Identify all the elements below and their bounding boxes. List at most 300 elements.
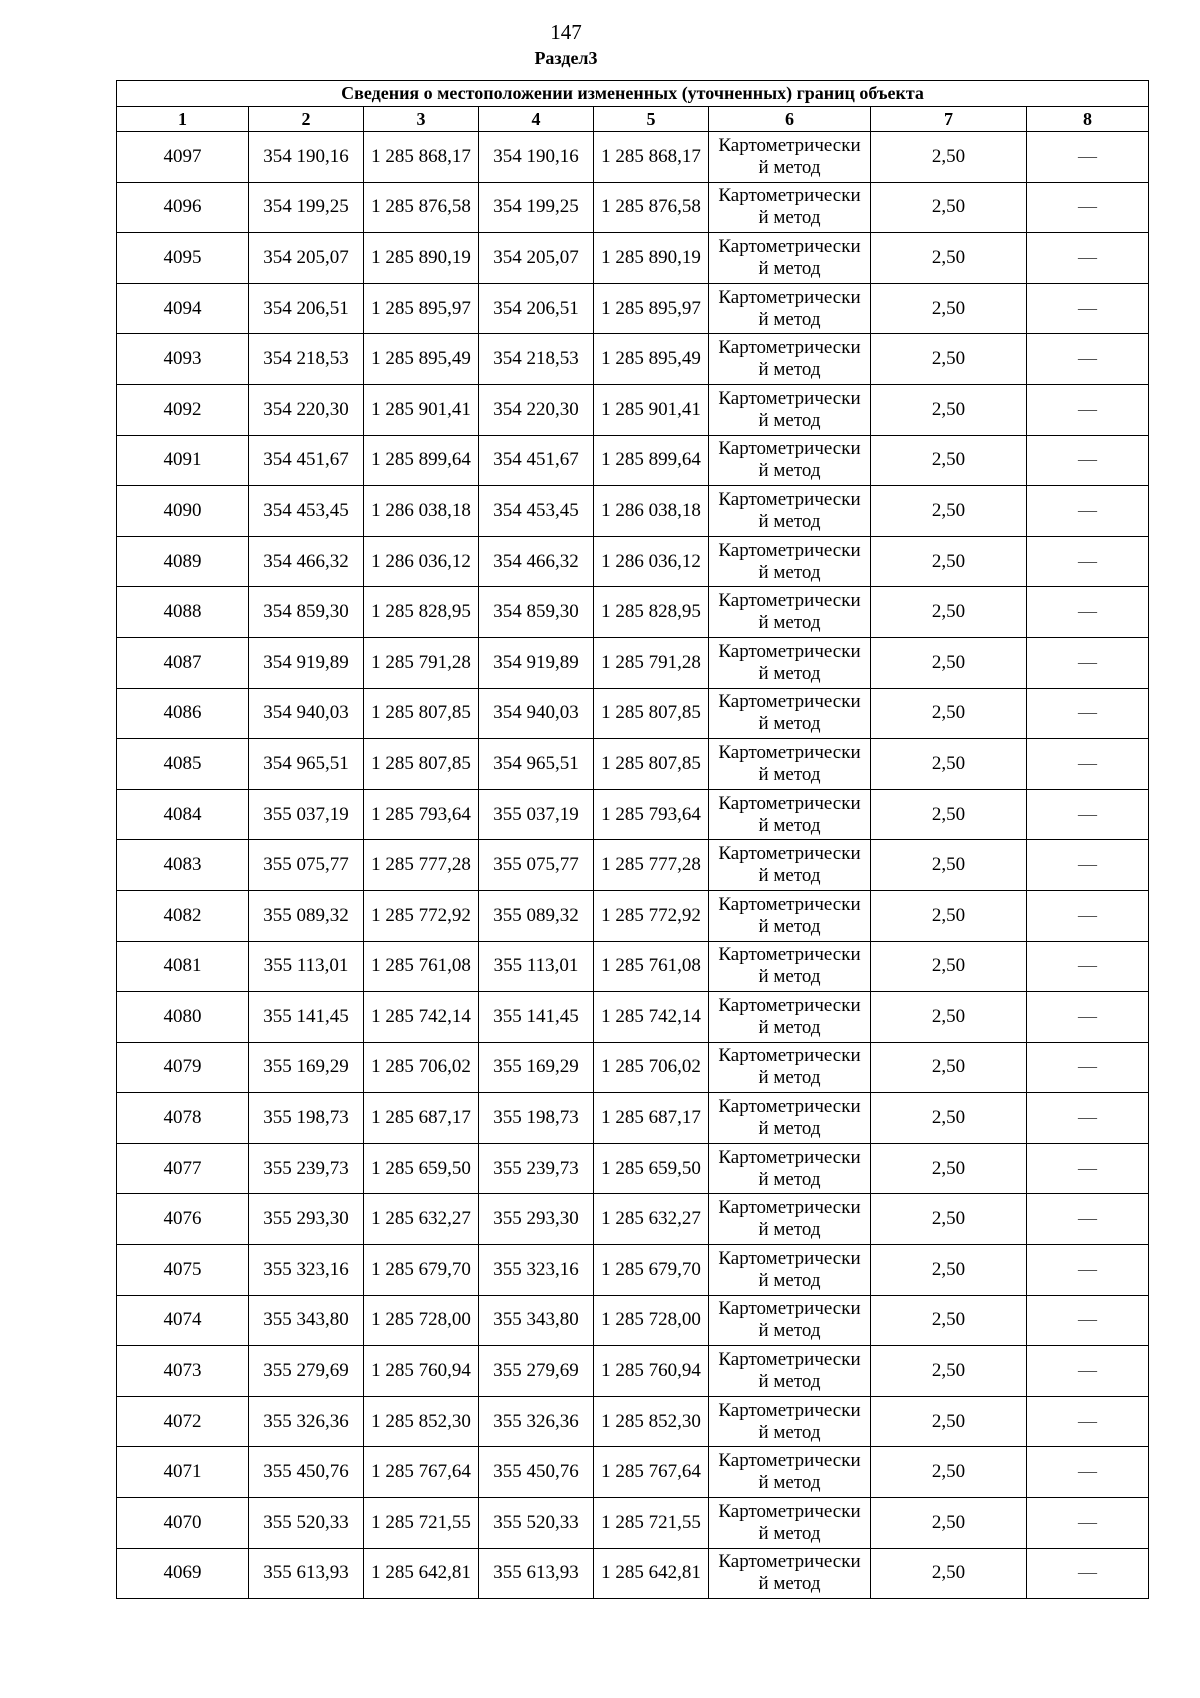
note-cell: — <box>1027 486 1149 537</box>
accuracy-cell: 2,50 <box>871 384 1027 435</box>
method-cell <box>709 1042 871 1093</box>
x-coordinate-existing-cell: 355 520,33 <box>249 1498 364 1549</box>
note-cell: — <box>1027 1548 1149 1599</box>
accuracy-cell: 2,50 <box>871 1396 1027 1447</box>
note-cell: — <box>1027 688 1149 739</box>
x-coordinate-refined-cell: 354 190,16 <box>479 132 594 183</box>
table-row <box>117 789 1149 840</box>
method-cell <box>709 1396 871 1447</box>
method-line: Картометрически <box>718 1450 861 1472</box>
page-number: 147 <box>550 20 582 44</box>
note-cell: — <box>1027 283 1149 334</box>
x-coordinate-refined-cell: 354 218,53 <box>479 334 594 385</box>
accuracy-cell: 2,50 <box>871 789 1027 840</box>
note-cell: — <box>1027 536 1149 587</box>
x-coordinate-refined-cell: 354 451,67 <box>479 435 594 486</box>
x-coordinate-existing-cell: 355 450,76 <box>249 1447 364 1498</box>
table-row <box>117 1548 1149 1599</box>
x-coordinate-refined-cell: 355 239,73 <box>479 1143 594 1194</box>
y-coordinate-existing-cell: 1 286 036,12 <box>364 536 479 587</box>
table-row <box>117 1396 1149 1447</box>
accuracy-cell: 2,50 <box>871 840 1027 891</box>
note-cell: — <box>1027 233 1149 284</box>
y-coordinate-existing-cell: 1 285 852,30 <box>364 1396 479 1447</box>
note-cell: — <box>1027 1093 1149 1144</box>
method-line: й метод <box>758 966 821 988</box>
y-coordinate-existing-cell: 1 285 868,17 <box>364 132 479 183</box>
method-line: й метод <box>758 1118 821 1140</box>
y-coordinate-refined-cell: 1 285 767,64 <box>594 1447 709 1498</box>
method-line: й метод <box>758 1168 821 1190</box>
point-number-cell: 4088 <box>117 587 249 638</box>
accuracy-cell: 2,50 <box>871 1245 1027 1296</box>
table-row <box>117 132 1149 183</box>
y-coordinate-existing-cell: 1 285 895,97 <box>364 283 479 334</box>
table-row <box>117 1498 1149 1549</box>
accuracy-cell: 2,50 <box>871 536 1027 587</box>
x-coordinate-existing-cell: 355 141,45 <box>249 992 364 1043</box>
x-coordinate-refined-cell: 354 205,07 <box>479 233 594 284</box>
x-coordinate-existing-cell: 354 199,25 <box>249 182 364 233</box>
accuracy-cell: 2,50 <box>871 992 1027 1043</box>
y-coordinate-refined-cell: 1 285 807,85 <box>594 739 709 790</box>
method-line: й метод <box>758 1269 821 1291</box>
accuracy-cell: 2,50 <box>871 637 1027 688</box>
method-line: й метод <box>758 1522 821 1544</box>
method-line: Картометрически <box>718 741 861 763</box>
x-coordinate-existing-cell: 355 343,80 <box>249 1295 364 1346</box>
table-row <box>117 1447 1149 1498</box>
point-number-cell: 4092 <box>117 384 249 435</box>
accuracy-cell: 2,50 <box>871 1194 1027 1245</box>
y-coordinate-existing-cell: 1 285 767,64 <box>364 1447 479 1498</box>
method-line: Картометрически <box>718 488 861 510</box>
table-row <box>117 435 1149 486</box>
x-coordinate-existing-cell: 354 190,16 <box>249 132 364 183</box>
note-cell: — <box>1027 435 1149 486</box>
x-coordinate-existing-cell: 355 613,93 <box>249 1548 364 1599</box>
note-cell: — <box>1027 890 1149 941</box>
method-line: й метод <box>758 1472 821 1494</box>
y-coordinate-existing-cell: 1 285 828,95 <box>364 587 479 638</box>
y-coordinate-existing-cell: 1 285 742,14 <box>364 992 479 1043</box>
method-line: й метод <box>758 1421 821 1443</box>
method-line: Картометрически <box>718 337 861 359</box>
y-coordinate-refined-cell: 1 285 828,95 <box>594 587 709 638</box>
method-cell <box>709 1194 871 1245</box>
point-number-cell: 4087 <box>117 637 249 688</box>
y-coordinate-existing-cell: 1 285 772,92 <box>364 890 479 941</box>
method-line: й метод <box>758 1016 821 1038</box>
point-number-cell: 4071 <box>117 1447 249 1498</box>
x-coordinate-existing-cell: 354 940,03 <box>249 688 364 739</box>
table-row <box>117 1245 1149 1296</box>
x-coordinate-refined-cell: 355 450,76 <box>479 1447 594 1498</box>
y-coordinate-refined-cell: 1 285 895,49 <box>594 334 709 385</box>
method-line: й метод <box>758 510 821 532</box>
x-coordinate-existing-cell: 355 075,77 <box>249 840 364 891</box>
method-line: Картометрически <box>718 1349 861 1371</box>
method-line: Картометрически <box>718 438 861 460</box>
method-line: Картометрически <box>718 1096 861 1118</box>
note-cell: — <box>1027 1143 1149 1194</box>
method-line: й метод <box>758 409 821 431</box>
table-row <box>117 1042 1149 1093</box>
x-coordinate-refined-cell: 354 199,25 <box>479 182 594 233</box>
y-coordinate-refined-cell: 1 285 895,97 <box>594 283 709 334</box>
point-number-cell: 4093 <box>117 334 249 385</box>
x-coordinate-refined-cell: 354 965,51 <box>479 739 594 790</box>
method-cell <box>709 1295 871 1346</box>
method-line: й метод <box>758 308 821 330</box>
method-line: Картометрически <box>718 387 861 409</box>
point-number-cell: 4089 <box>117 536 249 587</box>
column-number: 5 <box>594 107 709 132</box>
x-coordinate-refined-cell: 354 453,45 <box>479 486 594 537</box>
method-cell <box>709 283 871 334</box>
table-row <box>117 739 1149 790</box>
column-number: 8 <box>1027 107 1149 132</box>
method-cell <box>709 840 871 891</box>
accuracy-cell: 2,50 <box>871 1042 1027 1093</box>
table-row <box>117 1346 1149 1397</box>
method-line: Картометрически <box>718 235 861 257</box>
method-cell <box>709 739 871 790</box>
note-cell: — <box>1027 992 1149 1043</box>
y-coordinate-existing-cell: 1 285 632,27 <box>364 1194 479 1245</box>
table-row <box>117 840 1149 891</box>
note-cell: — <box>1027 789 1149 840</box>
x-coordinate-existing-cell: 355 037,19 <box>249 789 364 840</box>
point-number-cell: 4077 <box>117 1143 249 1194</box>
method-line: й метод <box>758 662 821 684</box>
method-cell <box>709 890 871 941</box>
note-cell: — <box>1027 840 1149 891</box>
method-cell <box>709 132 871 183</box>
x-coordinate-refined-cell: 355 089,32 <box>479 890 594 941</box>
boundary-coordinates-table <box>116 80 1149 1599</box>
method-line: Картометрически <box>718 944 861 966</box>
method-cell <box>709 992 871 1043</box>
y-coordinate-existing-cell: 1 285 777,28 <box>364 840 479 891</box>
accuracy-cell: 2,50 <box>871 283 1027 334</box>
accuracy-cell: 2,50 <box>871 1295 1027 1346</box>
y-coordinate-existing-cell: 1 285 728,00 <box>364 1295 479 1346</box>
point-number-cell: 4075 <box>117 1245 249 1296</box>
x-coordinate-existing-cell: 355 326,36 <box>249 1396 364 1447</box>
method-cell <box>709 486 871 537</box>
method-line: й метод <box>758 207 821 229</box>
y-coordinate-existing-cell: 1 285 760,94 <box>364 1346 479 1397</box>
column-number: 2 <box>249 107 364 132</box>
point-number-cell: 4085 <box>117 739 249 790</box>
table-row <box>117 486 1149 537</box>
method-cell <box>709 688 871 739</box>
method-line: Картометрически <box>718 539 861 561</box>
method-line: Картометрически <box>718 1500 861 1522</box>
method-line: й метод <box>758 612 821 634</box>
y-coordinate-refined-cell: 1 285 632,27 <box>594 1194 709 1245</box>
y-coordinate-refined-cell: 1 285 777,28 <box>594 840 709 891</box>
table-row <box>117 334 1149 385</box>
column-number: 6 <box>709 107 871 132</box>
method-line: Картометрически <box>718 893 861 915</box>
y-coordinate-refined-cell: 1 285 760,94 <box>594 1346 709 1397</box>
method-line: Картометрически <box>718 994 861 1016</box>
x-coordinate-refined-cell: 354 466,32 <box>479 536 594 587</box>
y-coordinate-refined-cell: 1 285 687,17 <box>594 1093 709 1144</box>
table-row <box>117 1143 1149 1194</box>
y-coordinate-refined-cell: 1 285 721,55 <box>594 1498 709 1549</box>
note-cell: — <box>1027 1042 1149 1093</box>
point-number-cell: 4083 <box>117 840 249 891</box>
point-number-cell: 4074 <box>117 1295 249 1346</box>
accuracy-cell: 2,50 <box>871 1143 1027 1194</box>
note-cell: — <box>1027 1447 1149 1498</box>
method-cell <box>709 637 871 688</box>
y-coordinate-refined-cell: 1 286 036,12 <box>594 536 709 587</box>
y-coordinate-refined-cell: 1 285 659,50 <box>594 1143 709 1194</box>
table-row <box>117 941 1149 992</box>
note-cell: — <box>1027 941 1149 992</box>
x-coordinate-existing-cell: 355 239,73 <box>249 1143 364 1194</box>
note-cell: — <box>1027 334 1149 385</box>
column-number: 7 <box>871 107 1027 132</box>
method-line: й метод <box>758 561 821 583</box>
method-line: Картометрически <box>718 1247 861 1269</box>
table-row <box>117 587 1149 638</box>
point-number-cell: 4086 <box>117 688 249 739</box>
method-line: Картометрически <box>718 1146 861 1168</box>
method-line: й метод <box>758 156 821 178</box>
method-line: й метод <box>758 359 821 381</box>
method-line: Картометрически <box>718 792 861 814</box>
table-row <box>117 283 1149 334</box>
y-coordinate-existing-cell: 1 285 687,17 <box>364 1093 479 1144</box>
method-line: Картометрически <box>718 1197 861 1219</box>
method-cell <box>709 1447 871 1498</box>
x-coordinate-refined-cell: 354 919,89 <box>479 637 594 688</box>
method-line: й метод <box>758 713 821 735</box>
y-coordinate-refined-cell: 1 285 679,70 <box>594 1245 709 1296</box>
method-line: Картометрически <box>718 640 861 662</box>
method-cell <box>709 435 871 486</box>
point-number-cell: 4078 <box>117 1093 249 1144</box>
method-line: й метод <box>758 257 821 279</box>
table-caption: Сведения о местоположении измененных (уточненных) границ объекта <box>117 81 1149 107</box>
column-number: 1 <box>117 107 249 132</box>
method-line: Картометрически <box>718 286 861 308</box>
point-number-cell: 4079 <box>117 1042 249 1093</box>
y-coordinate-refined-cell: 1 285 728,00 <box>594 1295 709 1346</box>
method-cell <box>709 1498 871 1549</box>
x-coordinate-existing-cell: 355 293,30 <box>249 1194 364 1245</box>
accuracy-cell: 2,50 <box>871 1447 1027 1498</box>
y-coordinate-existing-cell: 1 285 721,55 <box>364 1498 479 1549</box>
x-coordinate-existing-cell: 354 919,89 <box>249 637 364 688</box>
method-cell <box>709 182 871 233</box>
y-coordinate-refined-cell: 1 285 772,92 <box>594 890 709 941</box>
method-line: й метод <box>758 1219 821 1241</box>
x-coordinate-existing-cell: 354 965,51 <box>249 739 364 790</box>
x-coordinate-refined-cell: 355 279,69 <box>479 1346 594 1397</box>
table-row <box>117 688 1149 739</box>
y-coordinate-existing-cell: 1 285 807,85 <box>364 739 479 790</box>
note-cell: — <box>1027 1245 1149 1296</box>
point-number-cell: 4080 <box>117 992 249 1043</box>
y-coordinate-existing-cell: 1 285 899,64 <box>364 435 479 486</box>
y-coordinate-existing-cell: 1 286 038,18 <box>364 486 479 537</box>
table-row <box>117 536 1149 587</box>
point-number-cell: 4091 <box>117 435 249 486</box>
accuracy-cell: 2,50 <box>871 890 1027 941</box>
y-coordinate-existing-cell: 1 285 791,28 <box>364 637 479 688</box>
x-coordinate-existing-cell: 355 198,73 <box>249 1093 364 1144</box>
accuracy-cell: 2,50 <box>871 1346 1027 1397</box>
point-number-cell: 4070 <box>117 1498 249 1549</box>
y-coordinate-existing-cell: 1 285 706,02 <box>364 1042 479 1093</box>
method-line: й метод <box>758 1320 821 1342</box>
table-row <box>117 182 1149 233</box>
x-coordinate-refined-cell: 355 198,73 <box>479 1093 594 1144</box>
y-coordinate-existing-cell: 1 285 895,49 <box>364 334 479 385</box>
table-row <box>117 233 1149 284</box>
accuracy-cell: 2,50 <box>871 1548 1027 1599</box>
y-coordinate-existing-cell: 1 285 793,64 <box>364 789 479 840</box>
x-coordinate-existing-cell: 354 453,45 <box>249 486 364 537</box>
point-number-cell: 4069 <box>117 1548 249 1599</box>
x-coordinate-refined-cell: 355 520,33 <box>479 1498 594 1549</box>
method-line: й метод <box>758 1067 821 1089</box>
accuracy-cell: 2,50 <box>871 688 1027 739</box>
y-coordinate-existing-cell: 1 285 659,50 <box>364 1143 479 1194</box>
y-coordinate-refined-cell: 1 286 038,18 <box>594 486 709 537</box>
table-row <box>117 1194 1149 1245</box>
point-number-cell: 4082 <box>117 890 249 941</box>
y-coordinate-existing-cell: 1 285 761,08 <box>364 941 479 992</box>
x-coordinate-refined-cell: 355 326,36 <box>479 1396 594 1447</box>
y-coordinate-existing-cell: 1 285 679,70 <box>364 1245 479 1296</box>
method-cell <box>709 941 871 992</box>
method-cell <box>709 334 871 385</box>
point-number-cell: 4095 <box>117 233 249 284</box>
point-number-cell: 4084 <box>117 789 249 840</box>
x-coordinate-refined-cell: 355 323,16 <box>479 1245 594 1296</box>
y-coordinate-refined-cell: 1 285 852,30 <box>594 1396 709 1447</box>
method-line: й метод <box>758 1371 821 1393</box>
method-cell <box>709 1093 871 1144</box>
table-row <box>117 1093 1149 1144</box>
y-coordinate-existing-cell: 1 285 901,41 <box>364 384 479 435</box>
method-line: й метод <box>758 814 821 836</box>
y-coordinate-refined-cell: 1 285 761,08 <box>594 941 709 992</box>
y-coordinate-refined-cell: 1 285 901,41 <box>594 384 709 435</box>
x-coordinate-existing-cell: 354 466,32 <box>249 536 364 587</box>
note-cell: — <box>1027 1396 1149 1447</box>
point-number-cell: 4072 <box>117 1396 249 1447</box>
method-line: Картометрически <box>718 691 861 713</box>
table-row <box>117 637 1149 688</box>
x-coordinate-refined-cell: 355 613,93 <box>479 1548 594 1599</box>
y-coordinate-existing-cell: 1 285 876,58 <box>364 182 479 233</box>
x-coordinate-existing-cell: 354 451,67 <box>249 435 364 486</box>
method-cell <box>709 789 871 840</box>
x-coordinate-existing-cell: 354 218,53 <box>249 334 364 385</box>
method-line: Картометрически <box>718 590 861 612</box>
method-cell <box>709 587 871 638</box>
x-coordinate-existing-cell: 355 323,16 <box>249 1245 364 1296</box>
column-number: 4 <box>479 107 594 132</box>
accuracy-cell: 2,50 <box>871 486 1027 537</box>
method-line: й метод <box>758 915 821 937</box>
accuracy-cell: 2,50 <box>871 1093 1027 1144</box>
method-line: Картометрически <box>718 1551 861 1573</box>
x-coordinate-refined-cell: 355 343,80 <box>479 1295 594 1346</box>
point-number-cell: 4076 <box>117 1194 249 1245</box>
method-line: Картометрически <box>718 134 861 156</box>
table-row <box>117 1295 1149 1346</box>
method-line: Картометрически <box>718 185 861 207</box>
method-line: Картометрически <box>718 1399 861 1421</box>
accuracy-cell: 2,50 <box>871 132 1027 183</box>
y-coordinate-refined-cell: 1 285 793,64 <box>594 789 709 840</box>
y-coordinate-existing-cell: 1 285 890,19 <box>364 233 479 284</box>
method-cell <box>709 1143 871 1194</box>
method-line: й метод <box>758 460 821 482</box>
y-coordinate-refined-cell: 1 285 890,19 <box>594 233 709 284</box>
note-cell: — <box>1027 182 1149 233</box>
x-coordinate-existing-cell: 354 206,51 <box>249 283 364 334</box>
point-number-cell: 4090 <box>117 486 249 537</box>
method-line: й метод <box>758 865 821 887</box>
x-coordinate-refined-cell: 354 940,03 <box>479 688 594 739</box>
accuracy-cell: 2,50 <box>871 1498 1027 1549</box>
x-coordinate-refined-cell: 355 037,19 <box>479 789 594 840</box>
method-line: Картометрически <box>718 843 861 865</box>
point-number-cell: 4081 <box>117 941 249 992</box>
method-cell <box>709 1245 871 1296</box>
x-coordinate-refined-cell: 355 075,77 <box>479 840 594 891</box>
table-row <box>117 992 1149 1043</box>
point-number-cell: 4096 <box>117 182 249 233</box>
x-coordinate-refined-cell: 355 293,30 <box>479 1194 594 1245</box>
x-coordinate-existing-cell: 355 169,29 <box>249 1042 364 1093</box>
x-coordinate-refined-cell: 354 220,30 <box>479 384 594 435</box>
note-cell: — <box>1027 1295 1149 1346</box>
method-line: Картометрически <box>718 1045 861 1067</box>
x-coordinate-refined-cell: 355 113,01 <box>479 941 594 992</box>
point-number-cell: 4097 <box>117 132 249 183</box>
point-number-cell: 4073 <box>117 1346 249 1397</box>
column-number-row <box>117 107 1149 132</box>
note-cell: — <box>1027 1346 1149 1397</box>
y-coordinate-refined-cell: 1 285 706,02 <box>594 1042 709 1093</box>
y-coordinate-refined-cell: 1 285 642,81 <box>594 1548 709 1599</box>
accuracy-cell: 2,50 <box>871 739 1027 790</box>
x-coordinate-existing-cell: 354 859,30 <box>249 587 364 638</box>
note-cell: — <box>1027 739 1149 790</box>
method-cell <box>709 384 871 435</box>
note-cell: — <box>1027 1498 1149 1549</box>
y-coordinate-refined-cell: 1 285 899,64 <box>594 435 709 486</box>
method-line: й метод <box>758 1573 821 1595</box>
method-line: й метод <box>758 763 821 785</box>
method-line: Картометрически <box>718 1298 861 1320</box>
accuracy-cell: 2,50 <box>871 587 1027 638</box>
accuracy-cell: 2,50 <box>871 334 1027 385</box>
column-number: 3 <box>364 107 479 132</box>
note-cell: — <box>1027 637 1149 688</box>
